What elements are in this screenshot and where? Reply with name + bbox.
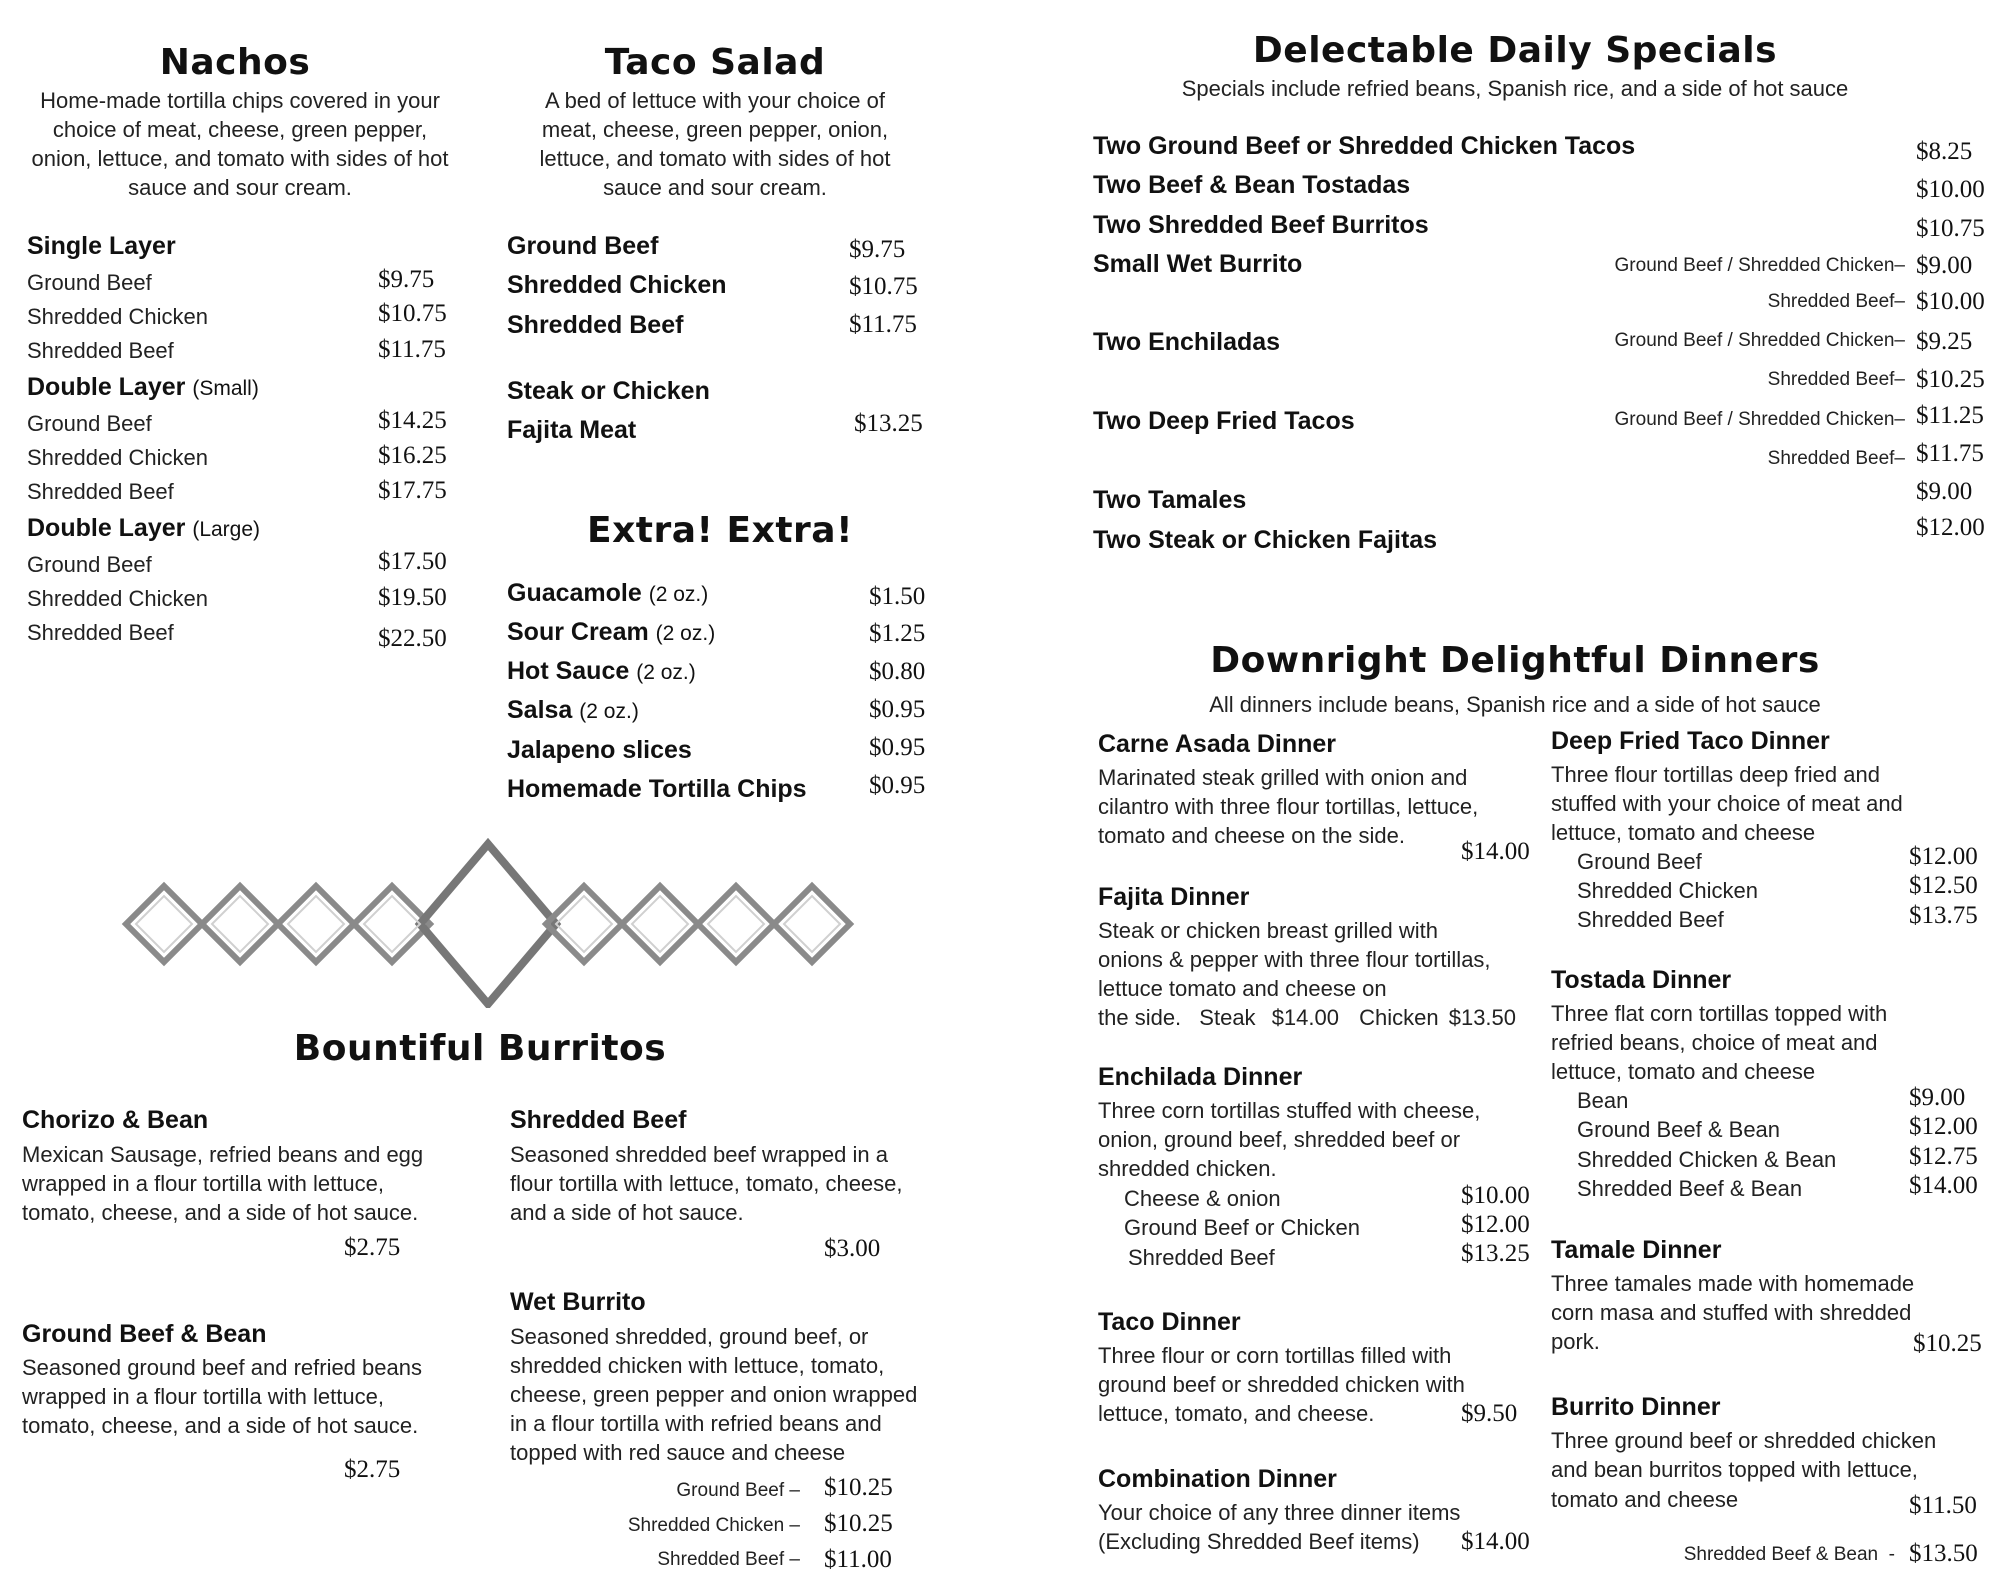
dinner-fajita-last-line: the side. bbox=[1098, 1005, 1182, 1030]
nachos-single-item: Shredded Chicken bbox=[27, 304, 209, 329]
taco-salad-item: Ground Beef bbox=[507, 232, 659, 260]
burrito-wet-option: Shredded Beef – bbox=[657, 1549, 800, 1570]
diamond-ornament-icon bbox=[120, 838, 860, 1008]
dinner-combination-line1: Your choice of any three dinner items bbox=[1098, 1500, 1461, 1525]
nachos-single-layer-heading: Single Layer bbox=[27, 232, 176, 260]
special-deep-fried-option: Shredded Beef– bbox=[1767, 448, 1905, 469]
dinner-burrito-last-line: tomato and cheese bbox=[1551, 1487, 1739, 1512]
nachos-double-small-item: Shredded Chicken bbox=[27, 445, 209, 470]
size-note: (Large) bbox=[192, 518, 261, 541]
dinner-fajita-steak-label: Steak bbox=[1199, 1005, 1256, 1030]
special-fajitas-price: $12.00 bbox=[1916, 514, 1985, 541]
nachos-description: Home-made tortilla chips covered in your choice of meat, cheese, green pepper, onion, lettuce, and tomato with sides of hot sauce and sour cream. bbox=[31, 88, 449, 200]
taco-salad-description: A bed of lettuce with your choice of meat, cheese, green pepper, onion, lettuce, and tomato with sides of hot sauce and sour cream. bbox=[539, 88, 891, 200]
extra-price: $0.95 bbox=[869, 772, 926, 799]
special-price: $10.00 bbox=[1916, 176, 1985, 203]
nachos-double-large-price: $17.50 bbox=[378, 548, 447, 575]
dinner-tamale-name: Tamale Dinner bbox=[1551, 1236, 1722, 1264]
taco-salad-item: Shredded Chicken bbox=[507, 271, 727, 299]
burrito-wet-price: $10.25 bbox=[824, 1474, 893, 1501]
dinner-fajita-chicken-price: $13.50 bbox=[1448, 1005, 1517, 1030]
extra-item bbox=[507, 618, 715, 647]
special-wet-burrito-option: Ground Beef / Shredded Chicken– bbox=[1614, 255, 1905, 276]
extra-item-name: Sour Cream bbox=[507, 618, 649, 646]
special-item: Two Shredded Beef Burritos bbox=[1093, 211, 1429, 239]
nachos-double-large-heading bbox=[27, 514, 260, 543]
burrito-wet-price: $10.25 bbox=[824, 1510, 893, 1537]
special-enchiladas-option: Shredded Beef– bbox=[1767, 369, 1905, 390]
dinner-deep-fried-taco-option: Shredded Chicken bbox=[1577, 878, 1759, 903]
nachos-double-large-item: Shredded Beef bbox=[27, 620, 174, 645]
extra-item-name: Guacamole bbox=[507, 579, 642, 607]
dinner-taco-price: $9.50 bbox=[1461, 1400, 1518, 1427]
special-item: Two Ground Beef or Shredded Chicken Tacos bbox=[1093, 132, 1636, 160]
extra-item-note: (2 oz.) bbox=[655, 622, 716, 645]
taco-salad-fajita-line1: Steak or Chicken bbox=[507, 377, 710, 405]
extra-item-note: (2 oz.) bbox=[579, 700, 639, 723]
dinner-tamale-description: Three tamales made with homemade corn masa and stuffed with shredded bbox=[1551, 1271, 1915, 1325]
special-deep-fried-name: Two Deep Fried Tacos bbox=[1093, 407, 1355, 435]
dinner-carne-asada-description: Marinated steak grilled with onion and cilantro with three flour tortillas, lettuce, tomato and cheese on the side. bbox=[1098, 765, 1479, 848]
special-enchiladas-option: Ground Beef / Shredded Chicken– bbox=[1614, 330, 1905, 351]
dinner-enchilada-price: $12.00 bbox=[1461, 1211, 1530, 1238]
dinner-fajita-steak-price: $14.00 bbox=[1271, 1005, 1339, 1030]
dinner-taco-description: Three flour or corn tortillas filled with ground beef or shredded chicken with bbox=[1098, 1343, 1465, 1397]
burrito-ground-beef-description: Seasoned ground beef and refried beans wrapped in a flour tortilla with lettuce, tomato, cheese, and a side of hot sauce. bbox=[22, 1355, 422, 1438]
burrito-ground-beef-price: $2.75 bbox=[344, 1456, 401, 1483]
dinner-enchilada-option: Shredded Beef bbox=[1128, 1245, 1275, 1270]
special-wet-burrito-price: $10.00 bbox=[1916, 288, 1985, 315]
special-enchiladas-price: $10.25 bbox=[1916, 366, 1985, 393]
nachos-double-small-item: Ground Beef bbox=[27, 411, 152, 436]
special-enchiladas-name: Two Enchiladas bbox=[1093, 328, 1281, 356]
nachos-single-price: $10.75 bbox=[378, 300, 447, 327]
dinner-burrito-extra-price: $13.50 bbox=[1909, 1540, 1978, 1567]
extra-price: $1.25 bbox=[869, 620, 926, 647]
nachos-double-large-item: Shredded Chicken bbox=[27, 586, 209, 611]
double-layer-label: Double Layer bbox=[27, 373, 186, 401]
dinner-burrito-name: Burrito Dinner bbox=[1551, 1393, 1721, 1421]
dinner-enchilada-price: $10.00 bbox=[1461, 1182, 1530, 1209]
special-wet-burrito-option: Shredded Beef– bbox=[1767, 291, 1905, 312]
extra-item-name: Jalapeno slices bbox=[507, 736, 692, 764]
burrito-shredded-beef-name: Shredded Beef bbox=[510, 1106, 687, 1134]
extra-item-name: Homemade Tortilla Chips bbox=[507, 775, 807, 803]
dinner-enchilada-price: $13.25 bbox=[1461, 1240, 1530, 1267]
extra-item bbox=[507, 736, 692, 765]
burrito-shredded-beef-price: $3.00 bbox=[824, 1235, 881, 1262]
dinner-combination-line2: (Excluding Shredded Beef items) bbox=[1098, 1529, 1420, 1554]
dinner-fajita-name: Fajita Dinner bbox=[1098, 883, 1250, 911]
dinner-tamale-price: $10.25 bbox=[1913, 1330, 1982, 1357]
extra-price: $0.95 bbox=[869, 696, 926, 723]
taco-salad-price: $10.75 bbox=[849, 273, 918, 300]
dinner-burrito-extra-option: Shredded Beef & Bean - bbox=[1683, 1544, 1895, 1565]
dinners-title: Downright Delightful Dinners bbox=[1210, 640, 1820, 681]
dinner-combination-name: Combination Dinner bbox=[1098, 1465, 1337, 1493]
dinner-tostada-price: $9.00 bbox=[1909, 1084, 1966, 1111]
burrito-shredded-beef-description: Seasoned shredded beef wrapped in a flour tortilla with lettuce, tomato, cheese, and a side of hot sauce. bbox=[510, 1142, 903, 1225]
specials-title: Delectable Daily Specials bbox=[1252, 30, 1778, 71]
burrito-wet-option: Ground Beef – bbox=[676, 1480, 800, 1501]
dinner-deep-fried-taco-option: Shredded Beef bbox=[1577, 907, 1724, 932]
nachos-double-small-item: Shredded Beef bbox=[27, 479, 174, 504]
nachos-single-item: Shredded Beef bbox=[27, 338, 174, 363]
dinner-taco-last-line: lettuce, tomato, and cheese. bbox=[1098, 1401, 1375, 1426]
taco-salad-price: $11.75 bbox=[849, 311, 917, 338]
special-wet-burrito-price: $9.00 bbox=[1916, 252, 1973, 279]
nachos-double-small-heading bbox=[27, 373, 259, 402]
extra-item-note: (2 oz.) bbox=[636, 661, 696, 684]
special-deep-fried-price: $11.75 bbox=[1916, 440, 1984, 467]
nachos-double-large-price: $22.50 bbox=[378, 625, 447, 652]
dinner-enchilada-description: Three corn tortillas stuffed with cheese, onion, ground beef, shredded beef or shredded chicken. bbox=[1098, 1098, 1481, 1181]
dinner-combination-price: $14.00 bbox=[1461, 1528, 1530, 1555]
burrito-wet-description: Seasoned shredded, ground beef, or shredded chicken with lettuce, tomato, cheese, green pepper and onion wrapped in a flour tortilla with refried beans and topped with red sauce and cheese bbox=[510, 1324, 918, 1465]
burrito-chorizo-price: $2.75 bbox=[344, 1234, 401, 1261]
extra-price: $1.50 bbox=[869, 583, 926, 610]
extra-item bbox=[507, 696, 639, 725]
nachos-double-large-item: Ground Beef bbox=[27, 552, 152, 577]
taco-salad-title: Taco Salad bbox=[604, 42, 826, 83]
dinner-burrito-description: Three ground beef or shredded chicken and bean burritos topped with lettuce, bbox=[1551, 1428, 1937, 1482]
dinner-enchilada-option: Cheese & onion bbox=[1124, 1186, 1281, 1211]
taco-salad-fajita-line2: Fajita Meat bbox=[507, 416, 637, 444]
dinner-deep-fried-taco-price: $12.00 bbox=[1909, 843, 1978, 870]
dinner-deep-fried-taco-option: Ground Beef bbox=[1577, 849, 1702, 874]
dinner-carne-asada-price: $14.00 bbox=[1461, 838, 1530, 865]
burritos-title: Bountiful Burritos bbox=[293, 1028, 667, 1069]
extra-item-name: Hot Sauce bbox=[507, 657, 630, 685]
nachos-double-small-price: $17.75 bbox=[378, 477, 447, 504]
dinner-tostada-description: Three flat corn tortillas topped with refried beans, choice of meat and lettuce, tomato and cheese bbox=[1551, 1001, 1888, 1084]
special-deep-fried-option: Ground Beef / Shredded Chicken– bbox=[1614, 409, 1905, 430]
special-tamales-price: $9.00 bbox=[1916, 478, 1973, 505]
special-wet-burrito-name: Small Wet Burrito bbox=[1093, 250, 1303, 278]
taco-salad-item: Shredded Beef bbox=[507, 311, 684, 339]
special-item: Two Beef & Bean Tostadas bbox=[1093, 171, 1411, 199]
dinner-tostada-option: Shredded Beef & Bean bbox=[1577, 1176, 1803, 1201]
dinner-deep-fried-taco-name: Deep Fried Taco Dinner bbox=[1551, 727, 1830, 755]
extra-price: $0.80 bbox=[869, 658, 926, 685]
extra-item bbox=[507, 775, 807, 804]
special-price: $10.75 bbox=[1916, 215, 1985, 242]
dinner-fajita-description: Steak or chicken breast grilled with onions & pepper with three flour tortillas, lettuce tomato and cheese on bbox=[1098, 918, 1491, 1001]
nachos-double-small-price: $16.25 bbox=[378, 442, 447, 469]
extra-item bbox=[507, 657, 696, 686]
double-layer-label: Double Layer bbox=[27, 514, 186, 542]
burrito-chorizo-description: Mexican Sausage, refried beans and egg wrapped in a flour tortilla with lettuce, tomato, cheese, and a side of hot sauce. bbox=[22, 1142, 424, 1225]
special-price: $8.25 bbox=[1916, 138, 1973, 165]
dinner-deep-fried-taco-description: Three flour tortillas deep fried and stuffed with your choice of meat and lettuce, tomato and cheese bbox=[1551, 762, 1903, 845]
dinner-fajita-prices bbox=[1098, 1003, 1516, 1032]
nachos-double-small-price: $14.25 bbox=[378, 407, 447, 434]
special-deep-fried-price: $11.25 bbox=[1916, 402, 1984, 429]
dinner-burrito-price: $11.50 bbox=[1909, 1492, 1977, 1519]
dinner-tamale-last-line: pork. bbox=[1551, 1329, 1600, 1354]
taco-salad-fajita-price: $13.25 bbox=[854, 410, 923, 437]
size-note: (Small) bbox=[192, 377, 259, 400]
dinner-taco-name: Taco Dinner bbox=[1098, 1308, 1241, 1336]
extra-item-note: (2 oz.) bbox=[648, 583, 709, 606]
dinner-tostada-option: Shredded Chicken & Bean bbox=[1577, 1147, 1837, 1172]
dinner-enchilada-option: Ground Beef or Chicken bbox=[1124, 1215, 1361, 1240]
burrito-wet-option: Shredded Chicken – bbox=[627, 1515, 800, 1536]
burrito-wet-name: Wet Burrito bbox=[510, 1288, 646, 1316]
nachos-title: Nachos bbox=[159, 42, 311, 83]
dinner-carne-asada-name: Carne Asada Dinner bbox=[1098, 730, 1337, 758]
dinner-tostada-name: Tostada Dinner bbox=[1551, 966, 1732, 994]
nachos-double-large-price: $19.50 bbox=[378, 584, 447, 611]
special-fajitas-name: Two Steak or Chicken Fajitas bbox=[1093, 526, 1438, 554]
dinner-enchilada-name: Enchilada Dinner bbox=[1098, 1063, 1303, 1091]
dinners-subtitle: All dinners include beans, Spanish rice and a side of hot sauce bbox=[1209, 692, 1821, 717]
dinner-tostada-option: Ground Beef & Bean bbox=[1577, 1117, 1781, 1142]
nachos-single-price: $11.75 bbox=[378, 336, 446, 363]
extra-item-name: Salsa bbox=[507, 696, 573, 724]
dinner-fajita-chicken-label: Chicken bbox=[1359, 1005, 1439, 1030]
dinner-tostada-price: $12.00 bbox=[1909, 1113, 1978, 1140]
specials-subtitle: Specials include refried beans, Spanish rice, and a side of hot sauce bbox=[1181, 76, 1849, 101]
burrito-chorizo-name: Chorizo & Bean bbox=[22, 1106, 209, 1134]
dinner-tostada-option: Bean bbox=[1577, 1088, 1629, 1113]
dinner-tostada-price: $12.75 bbox=[1909, 1143, 1978, 1170]
taco-salad-price: $9.75 bbox=[849, 236, 906, 263]
dinner-deep-fried-taco-price: $12.50 bbox=[1909, 872, 1978, 899]
special-tamales-name: Two Tamales bbox=[1093, 486, 1247, 514]
extras-title: Extra! Extra! bbox=[586, 510, 853, 551]
extra-price: $0.95 bbox=[869, 734, 926, 761]
special-enchiladas-price: $9.25 bbox=[1916, 328, 1973, 355]
burrito-ground-beef-name: Ground Beef & Bean bbox=[22, 1320, 267, 1348]
burrito-wet-price: $11.00 bbox=[824, 1546, 892, 1573]
extra-item bbox=[507, 579, 708, 608]
nachos-single-item: Ground Beef bbox=[27, 270, 152, 295]
nachos-single-price: $9.75 bbox=[378, 266, 435, 293]
dinner-tostada-price: $14.00 bbox=[1909, 1172, 1978, 1199]
dinner-deep-fried-taco-price: $13.75 bbox=[1909, 902, 1978, 929]
